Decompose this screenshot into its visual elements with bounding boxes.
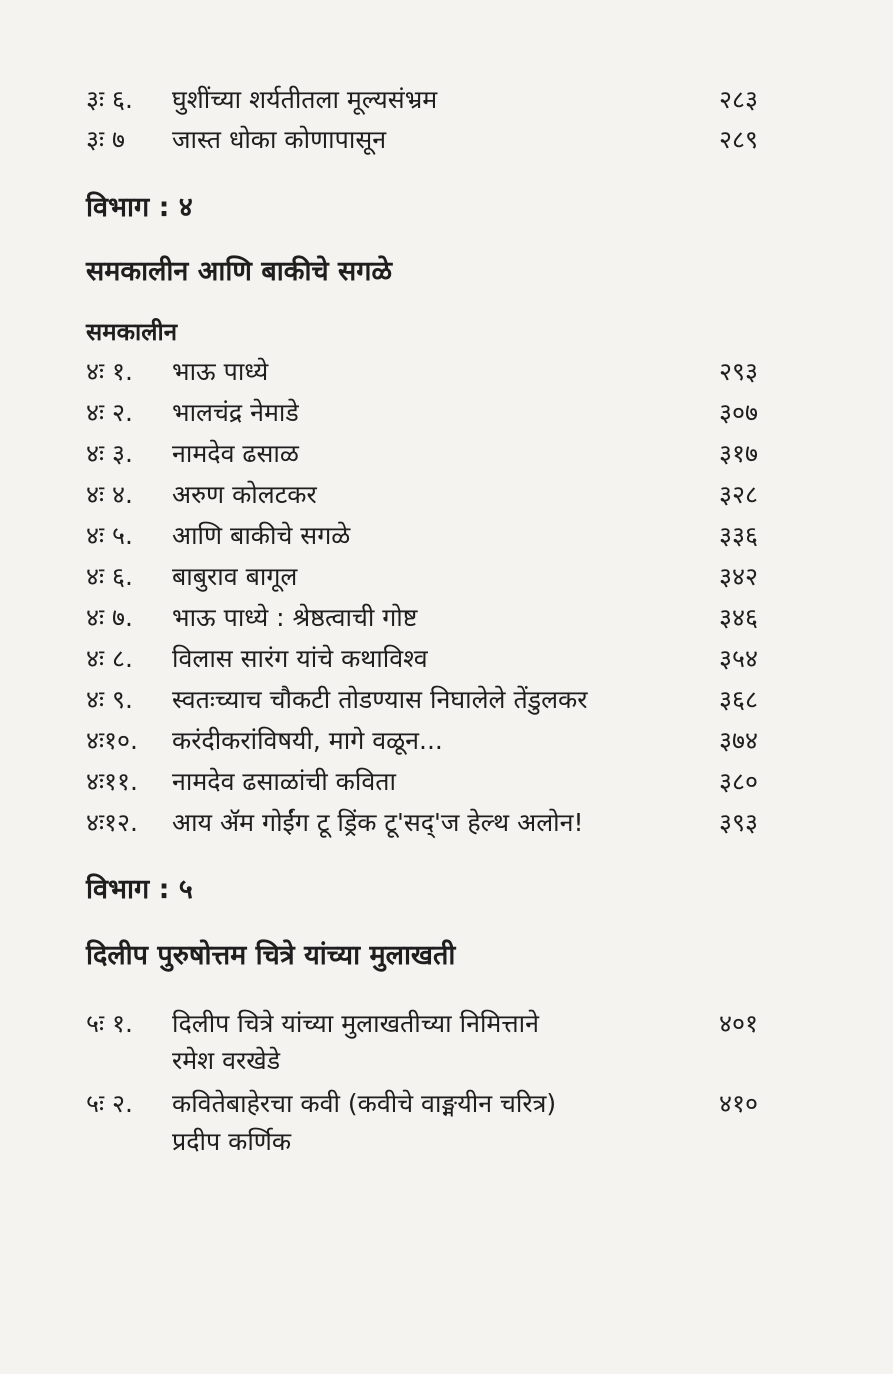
toc-entry <box>0 516 893 556</box>
toc-entry <box>0 1084 893 1124</box>
entry-title: करंदीकरांविषयी, मागे वळून... <box>172 726 443 755</box>
entry-page: ३९३ <box>718 808 758 837</box>
entry-number: ३ः ६. <box>86 85 133 114</box>
entry-title: स्वतःच्याच चौकटी तोडण्यास निघालेले तेंडुलकर <box>172 685 588 714</box>
toc-entry <box>0 557 893 597</box>
entry-title: घुशींच्या शर्यतीतला मूल्यसंभ्रम <box>172 85 438 114</box>
toc-entry <box>0 762 893 802</box>
entry-page: ३१७ <box>718 439 758 468</box>
toc-entry <box>0 434 893 474</box>
entry-title: भाऊ पाध्ये : श्रेष्ठत्वाची गोष्ट <box>172 603 418 632</box>
entry-author: रमेश वरखेडे <box>172 1046 281 1075</box>
toc-entry <box>0 352 893 392</box>
entry-title: जास्त धोका कोणापासून <box>172 125 387 154</box>
entry-page: ४१० <box>718 1089 758 1118</box>
toc-entry <box>0 475 893 515</box>
entry-title: भाऊ पाध्ये <box>172 357 269 386</box>
entry-title: भालचंद्र नेमाडे <box>172 398 299 427</box>
entry-number: ४ः ३. <box>86 439 133 468</box>
entry-page: २८९ <box>718 125 758 154</box>
entry-number: ४ः ४. <box>86 480 133 509</box>
entry-number: ४ः१२. <box>86 808 138 837</box>
entry-page: ४०१ <box>718 1009 758 1038</box>
entry-page: ३७४ <box>718 726 758 755</box>
entry-page: ३३६ <box>718 521 758 550</box>
entry-number: ४ः १. <box>86 357 133 386</box>
entry-number: ४ः २. <box>86 398 133 427</box>
entry-page: ३४२ <box>718 562 758 591</box>
entry-number: ५ः १. <box>86 1009 133 1038</box>
toc-entry <box>0 803 893 843</box>
entry-page: ३५४ <box>718 644 758 673</box>
entry-number: ४ः ६. <box>86 562 133 591</box>
toc-entry <box>0 721 893 761</box>
entry-title: बाबुराव बागूल <box>172 562 298 591</box>
entry-title: अरुण कोलटकर <box>172 480 317 509</box>
part-5-title: दिलीप पुरुषोत्तम चित्रे यांच्या मुलाखती <box>86 940 456 971</box>
entry-title: विलास सारंग यांचे कथाविश्व <box>172 644 428 673</box>
entry-number: ५ः २. <box>86 1089 133 1118</box>
part-5-label: विभाग : ५ <box>86 874 193 905</box>
toc-entry <box>0 598 893 638</box>
entry-title: आय ॲम गोईंग टू ड्रिंक टू'सद्'ज हेल्थ अलोन! <box>172 808 584 837</box>
entry-number: ४ः ९. <box>86 685 133 714</box>
part-4-subsection: समकालीन <box>86 318 178 346</box>
entry-title: नामदेव ढसाळांची कविता <box>172 767 396 796</box>
entry-title: कवितेबाहेरचा कवी (कवीचे वाङ्मयीन चरित्र) <box>172 1089 557 1118</box>
entry-title: नामदेव ढसाळ <box>172 439 299 468</box>
entry-title: आणि बाकीचे सगळे <box>172 521 351 550</box>
entry-number: ३ः ७ <box>86 125 125 154</box>
entry-page: ३६८ <box>718 685 758 714</box>
entry-page: ३४६ <box>718 603 758 632</box>
entry-page: २९३ <box>718 357 758 386</box>
part-4-title: समकालीन आणि बाकीचे सगळे <box>86 256 392 287</box>
part-4-label: विभाग : ४ <box>86 192 193 223</box>
toc-entry <box>0 120 893 160</box>
toc-entry <box>0 80 893 120</box>
entry-page: ३२८ <box>718 480 758 509</box>
entry-page: ३८० <box>718 767 758 796</box>
entry-page: २८३ <box>718 85 758 114</box>
entry-page: ३०७ <box>718 398 758 427</box>
toc-entry <box>0 680 893 720</box>
entry-number: ४ः ५. <box>86 521 133 550</box>
entry-number: ४ः१०. <box>86 726 138 755</box>
toc-entry <box>0 1004 893 1044</box>
entry-number: ४ः ७. <box>86 603 133 632</box>
entry-number: ४ः११. <box>86 767 138 796</box>
entry-author: प्रदीप कर्णिक <box>172 1127 292 1156</box>
entry-number: ४ः ८. <box>86 644 133 673</box>
toc-entry <box>0 639 893 679</box>
entry-title: दिलीप चित्रे यांच्या मुलाखतीच्या निमित्ताने <box>172 1009 539 1038</box>
toc-entry <box>0 393 893 433</box>
